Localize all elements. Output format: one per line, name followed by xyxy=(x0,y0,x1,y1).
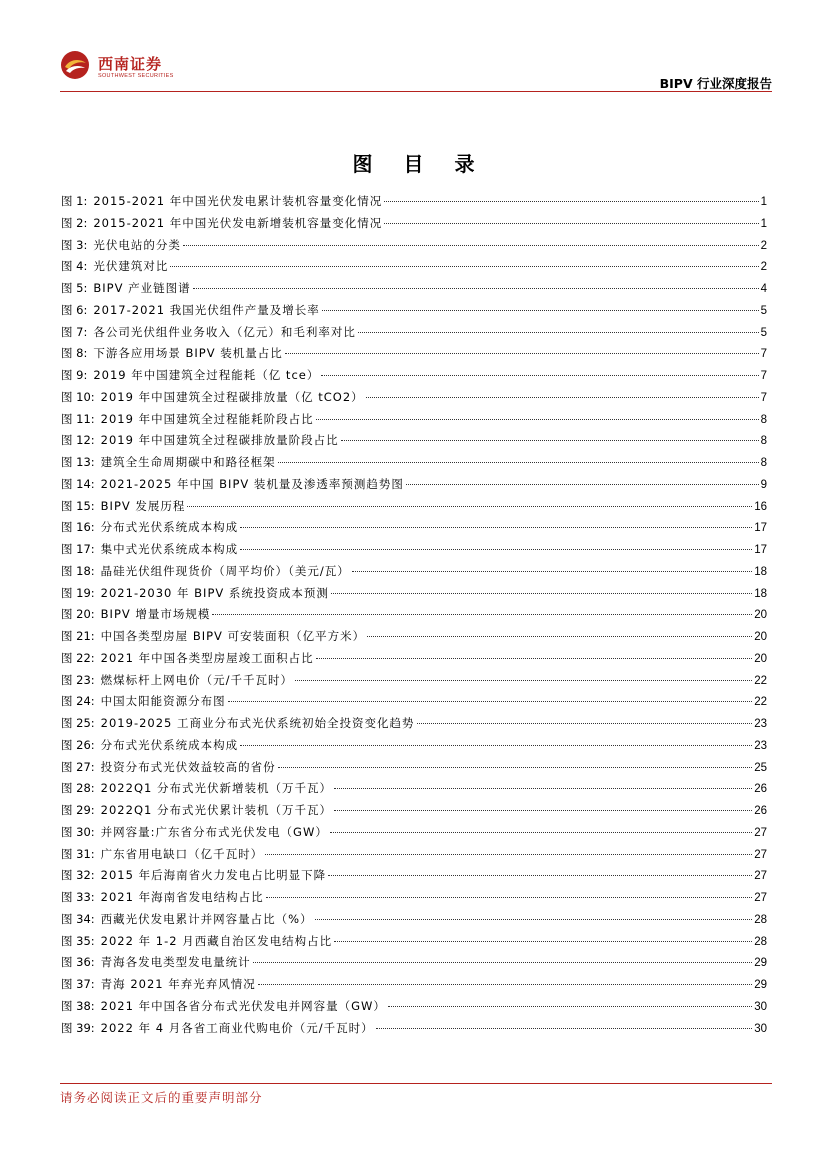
toc-entry-title: 2022 年 4 月各省工商业代购电价（元/千瓦时） xyxy=(100,1020,374,1035)
toc-entry-label: 图 18: xyxy=(61,563,95,578)
toc-entry[interactable] xyxy=(61,193,767,215)
toc-entry-title: 并网容量:广东省分布式光伏发电（GW） xyxy=(100,824,328,839)
toc-entry-label: 图 20: xyxy=(61,607,95,622)
toc-entry-leader xyxy=(258,984,752,985)
toc-entry-label: 图 15: xyxy=(61,498,95,513)
toc-entry[interactable] xyxy=(61,585,767,607)
toc-entry-label: 图 24: xyxy=(61,694,95,709)
toc-entry-title: 晶硅光伏组件现货价（周平均价）（美元/瓦） xyxy=(100,563,350,578)
toc-entry-page: 27 xyxy=(754,826,767,839)
toc-entry-label: 图 37: xyxy=(61,977,95,991)
toc-entry-label: 图 12: xyxy=(61,433,95,448)
toc-entry-leader xyxy=(334,788,752,789)
toc-entry[interactable] xyxy=(61,454,767,476)
toc-entry-title: 中国太阳能资源分布图 xyxy=(100,694,226,709)
report-name: BIPV 行业深度报告 xyxy=(659,76,772,91)
toc-entry-page: 7 xyxy=(760,370,767,382)
toc-entry[interactable] xyxy=(61,672,767,694)
toc-entry-label: 图 23: xyxy=(61,672,95,687)
toc-entry-leader xyxy=(278,462,759,463)
toc-entry-page: 18 xyxy=(754,587,767,600)
toc-entry-page: 5 xyxy=(760,326,767,339)
toc-entry-page: 17 xyxy=(754,522,767,535)
toc-entry[interactable] xyxy=(61,846,767,868)
toc-entry-label: 图 10: xyxy=(61,389,95,404)
toc-entry-label: 图 3: xyxy=(61,237,88,252)
company-logo xyxy=(60,48,220,88)
toc-entry-label: 图 35: xyxy=(61,933,95,948)
toc-entry-title: BIPV 增量市场规模 xyxy=(100,607,211,622)
toc-entry[interactable] xyxy=(61,737,767,759)
toc-entry-label: 图 26: xyxy=(61,737,95,752)
toc-entry-leader xyxy=(341,440,759,441)
toc-entry-leader xyxy=(183,245,759,246)
toc-entry[interactable] xyxy=(61,345,767,367)
toc-entry-page: 26 xyxy=(754,783,767,796)
toc-entry[interactable] xyxy=(61,367,767,389)
toc-entry[interactable] xyxy=(61,933,767,955)
toc-entry-label: 图 14: xyxy=(61,476,95,491)
toc-entry-title: 光伏电站的分类 xyxy=(93,237,181,252)
toc-entry[interactable] xyxy=(61,411,767,433)
toc-entry-leader xyxy=(331,593,752,594)
toc-entry-page: 29 xyxy=(754,979,767,991)
toc-entry-label: 图 27: xyxy=(61,759,95,774)
toc-entry-page: 17 xyxy=(754,544,767,556)
toc-entry-label: 图 36: xyxy=(61,955,95,970)
logo-chinese-name: 西南证券 xyxy=(98,55,163,73)
toc-entry-title: 2019-2025 工商业分布式光伏系统初始全投资变化趋势 xyxy=(100,716,415,730)
toc-entry-label: 图 5: xyxy=(61,281,88,295)
toc-entry-page: 20 xyxy=(754,609,767,622)
toc-entry-leader xyxy=(240,745,752,746)
toc-entry-title: 2022 年 1-2 月西藏自治区发电结构占比 xyxy=(100,933,333,948)
toc-entry[interactable] xyxy=(61,802,767,824)
toc-entry[interactable] xyxy=(61,976,767,998)
header-divider xyxy=(60,91,772,92)
toc-entry-leader xyxy=(315,919,753,920)
toc-entry-page: 2 xyxy=(760,261,767,274)
toc-entry[interactable] xyxy=(61,954,767,976)
toc-entry-page: 27 xyxy=(754,848,767,861)
toc-entry-leader xyxy=(170,266,758,267)
toc-entry-leader xyxy=(417,723,753,724)
toc-entry-title: 2015-2021 年中国光伏发电累计装机容量变化情况 xyxy=(93,194,383,208)
toc-entry-label: 图 11: xyxy=(61,411,95,426)
page-title: 图 目 录 xyxy=(352,152,487,176)
toc-entry-title: 各公司光伏组件业务收入（亿元）和毛利率对比 xyxy=(93,324,356,339)
toc-entry-page: 4 xyxy=(760,283,767,295)
toc-entry-leader xyxy=(328,875,752,876)
toc-entry-title: 分布式光伏系统成本构成 xyxy=(100,520,239,535)
toc-entry-leader xyxy=(266,897,753,898)
toc-entry-title: 广东省用电缺口（亿千瓦时） xyxy=(100,846,264,861)
toc-entry[interactable] xyxy=(61,280,767,302)
toc-entry-leader xyxy=(334,941,752,942)
toc-entry-page: 2 xyxy=(760,239,767,252)
toc-entry[interactable] xyxy=(61,998,767,1020)
toc-entry[interactable] xyxy=(61,476,767,498)
toc-entry-leader xyxy=(278,767,753,768)
toc-entry-label: 图 19: xyxy=(61,585,95,600)
toc-entry-label: 图 32: xyxy=(61,868,95,883)
toc-entry-page: 27 xyxy=(754,870,767,883)
toc-entry-page: 8 xyxy=(760,413,767,426)
toc-entry-page: 20 xyxy=(754,631,767,643)
toc-entry-page: 22 xyxy=(754,674,767,687)
toc-entry-title: 2021-2025 年中国 BIPV 装机量及渗透率预测趋势图 xyxy=(100,476,404,491)
toc-entry-title: 2021 年海南省发电结构占比 xyxy=(100,890,264,904)
toc-entry[interactable] xyxy=(61,606,767,628)
toc-entry-leader xyxy=(193,288,759,289)
toc-entry-label: 图 29: xyxy=(61,803,95,817)
toc-entry-label: 图 31: xyxy=(61,846,95,861)
toc-entry-leader xyxy=(358,332,759,333)
toc-entry-title: 燃煤标杆上网电价（元/千千瓦时） xyxy=(100,672,294,687)
toc-entry-leader xyxy=(187,506,752,507)
logo-english-name: SOUTHWEST SECURITIES xyxy=(98,73,174,79)
logo-emblem-icon xyxy=(60,50,90,80)
toc-entry[interactable] xyxy=(61,824,767,846)
toc-entry-page: 1 xyxy=(760,196,767,208)
toc-entry[interactable] xyxy=(61,389,767,411)
toc-entry-leader xyxy=(366,397,759,398)
toc-entry-title: 建筑全生命周期碳中和路径框架 xyxy=(100,455,276,469)
toc-entry-leader xyxy=(212,614,752,615)
toc-entry-title: 2017-2021 我国光伏组件产量及增长率 xyxy=(93,302,320,317)
toc-entry-page: 23 xyxy=(754,718,767,730)
toc-entry-leader xyxy=(316,658,753,659)
toc-entry[interactable] xyxy=(61,432,767,454)
toc-entry-leader xyxy=(388,1006,752,1007)
toc-entry-label: 图 38: xyxy=(61,998,95,1013)
toc-entry-label: 图 1: xyxy=(61,194,88,208)
toc-entry-leader xyxy=(367,636,752,637)
toc-entry-title: 2022Q1 分布式光伏新增装机（万千瓦） xyxy=(100,781,332,796)
toc-entry[interactable] xyxy=(61,693,767,715)
toc-entry-label: 图 7: xyxy=(61,324,88,339)
table-of-figures xyxy=(61,193,767,1041)
toc-entry-label: 图 9: xyxy=(61,368,88,382)
toc-entry-title: 2022Q1 分布式光伏累计装机（万千瓦） xyxy=(100,803,332,817)
toc-entry-page: 22 xyxy=(754,696,767,709)
toc-entry[interactable] xyxy=(61,541,767,563)
toc-entry-page: 18 xyxy=(754,565,767,578)
toc-entry-page: 30 xyxy=(754,1022,767,1035)
toc-entry-leader xyxy=(240,549,752,550)
toc-entry[interactable] xyxy=(61,867,767,889)
toc-entry[interactable] xyxy=(61,911,767,933)
toc-entry-leader xyxy=(253,962,753,963)
footer-divider xyxy=(60,1083,772,1084)
toc-entry[interactable] xyxy=(61,889,767,911)
toc-entry[interactable] xyxy=(61,715,767,737)
toc-entry-label: 图 30: xyxy=(61,824,95,839)
toc-entry-title: 2021 年中国各类型房屋竣工面积占比 xyxy=(100,650,314,665)
toc-entry[interactable] xyxy=(61,780,767,802)
toc-entry-label: 图 22: xyxy=(61,650,95,665)
toc-entry-title: BIPV 产业链图谱 xyxy=(93,281,191,295)
toc-entry-title: 2019 年中国建筑全过程碳排放量（亿 tCO2） xyxy=(100,389,364,404)
toc-entry-page: 8 xyxy=(760,435,767,448)
toc-entry-leader xyxy=(265,854,752,855)
toc-entry-leader xyxy=(376,1028,753,1029)
toc-entry-title: 2019 年中国建筑全过程能耗阶段占比 xyxy=(100,411,314,426)
toc-entry-leader xyxy=(334,810,752,811)
toc-entry[interactable] xyxy=(61,237,767,259)
toc-entry-title: 中国各类型房屋 BIPV 可安装面积（亿平方米） xyxy=(100,629,366,643)
toc-entry-label: 图 6: xyxy=(61,302,88,317)
toc-entry-title: 2019 年中国建筑全过程碳排放量阶段占比 xyxy=(100,433,339,448)
toc-entry[interactable] xyxy=(61,215,767,237)
toc-entry-page: 7 xyxy=(760,391,767,404)
toc-entry[interactable] xyxy=(61,1020,767,1042)
toc-entry-label: 图 28: xyxy=(61,781,95,796)
toc-entry-label: 图 39: xyxy=(61,1020,95,1035)
toc-entry-page: 8 xyxy=(760,457,767,469)
toc-entry[interactable] xyxy=(61,563,767,585)
toc-entry-page: 28 xyxy=(754,935,767,948)
toc-entry-leader xyxy=(352,571,752,572)
toc-entry[interactable] xyxy=(61,519,767,541)
toc-entry-label: 图 25: xyxy=(61,716,95,730)
toc-entry-page: 5 xyxy=(760,304,767,317)
toc-entry-title: 青海各发电类型发电量统计 xyxy=(100,955,251,970)
toc-entry-leader xyxy=(330,832,752,833)
toc-entry-title: 2021-2030 年 BIPV 系统投资成本预测 xyxy=(100,585,329,600)
toc-entry-leader xyxy=(384,223,758,224)
toc-entry-page: 16 xyxy=(754,500,767,513)
toc-entry-title: 青海 2021 年弃光弃风情况 xyxy=(100,977,256,991)
toc-entry[interactable] xyxy=(61,302,767,324)
toc-entry[interactable] xyxy=(61,628,767,650)
toc-entry-label: 图 34: xyxy=(61,911,95,926)
toc-entry-title: 2021 年中国各省分布式光伏发电并网容量（GW） xyxy=(100,998,386,1013)
toc-entry[interactable] xyxy=(61,650,767,672)
toc-entry-leader xyxy=(316,419,759,420)
toc-entry-label: 图 33: xyxy=(61,890,95,904)
toc-entry-leader xyxy=(322,310,759,311)
toc-entry[interactable] xyxy=(61,759,767,781)
toc-entry[interactable] xyxy=(61,498,767,520)
toc-entry-label: 图 4: xyxy=(61,259,88,274)
toc-entry-title: BIPV 发展历程 xyxy=(100,498,186,513)
toc-entry[interactable] xyxy=(61,324,767,346)
toc-entry-leader xyxy=(384,201,758,202)
toc-entry-label: 图 21: xyxy=(61,629,95,643)
toc-entry-title: 下游各应用场景 BIPV 装机量占比 xyxy=(93,346,283,361)
toc-entry-page: 23 xyxy=(754,739,767,752)
toc-entry-label: 图 16: xyxy=(61,520,95,535)
toc-entry-title: 2015 年后海南省火力发电占比明显下降 xyxy=(100,868,327,883)
toc-entry-title: 投资分布式光伏效益较高的省份 xyxy=(100,759,276,774)
toc-entry-leader xyxy=(228,701,753,702)
toc-entry-leader xyxy=(321,375,758,376)
toc-entry-leader xyxy=(406,484,759,485)
toc-entry-leader xyxy=(285,353,759,354)
toc-entry-title: 2015-2021 年中国光伏发电新增装机容量变化情况 xyxy=(93,215,383,230)
toc-entry-label: 图 2: xyxy=(61,215,88,230)
toc-entry-page: 7 xyxy=(760,348,767,361)
toc-entry-leader xyxy=(240,527,752,528)
toc-entry-title: 分布式光伏系统成本构成 xyxy=(100,737,239,752)
toc-entry-label: 图 17: xyxy=(61,542,95,556)
toc-entry-page: 30 xyxy=(754,1000,767,1013)
toc-entry-title: 光伏建筑对比 xyxy=(93,259,169,274)
toc-entry-page: 28 xyxy=(754,913,767,926)
toc-entry-page: 1 xyxy=(760,217,767,230)
toc-entry-label: 图 13: xyxy=(61,455,95,469)
toc-entry-page: 27 xyxy=(754,892,767,904)
toc-entry-leader xyxy=(295,680,752,681)
toc-entry-title: 集中式光伏系统成本构成 xyxy=(100,542,239,556)
toc-entry-page: 9 xyxy=(760,478,767,491)
toc-entry-label: 图 8: xyxy=(61,346,88,361)
toc-entry-page: 29 xyxy=(754,957,767,970)
toc-entry-title: 西藏光伏发电累计并网容量占比（%） xyxy=(100,911,313,926)
toc-entry[interactable] xyxy=(61,258,767,280)
footer-disclaimer: 请务必阅读正文后的重要声明部分 xyxy=(60,1090,263,1105)
toc-entry-page: 26 xyxy=(754,805,767,817)
toc-entry-page: 20 xyxy=(754,652,767,665)
page-header xyxy=(60,48,772,94)
toc-entry-title: 2019 年中国建筑全过程能耗（亿 tce） xyxy=(93,368,320,382)
toc-entry-page: 25 xyxy=(754,761,767,774)
